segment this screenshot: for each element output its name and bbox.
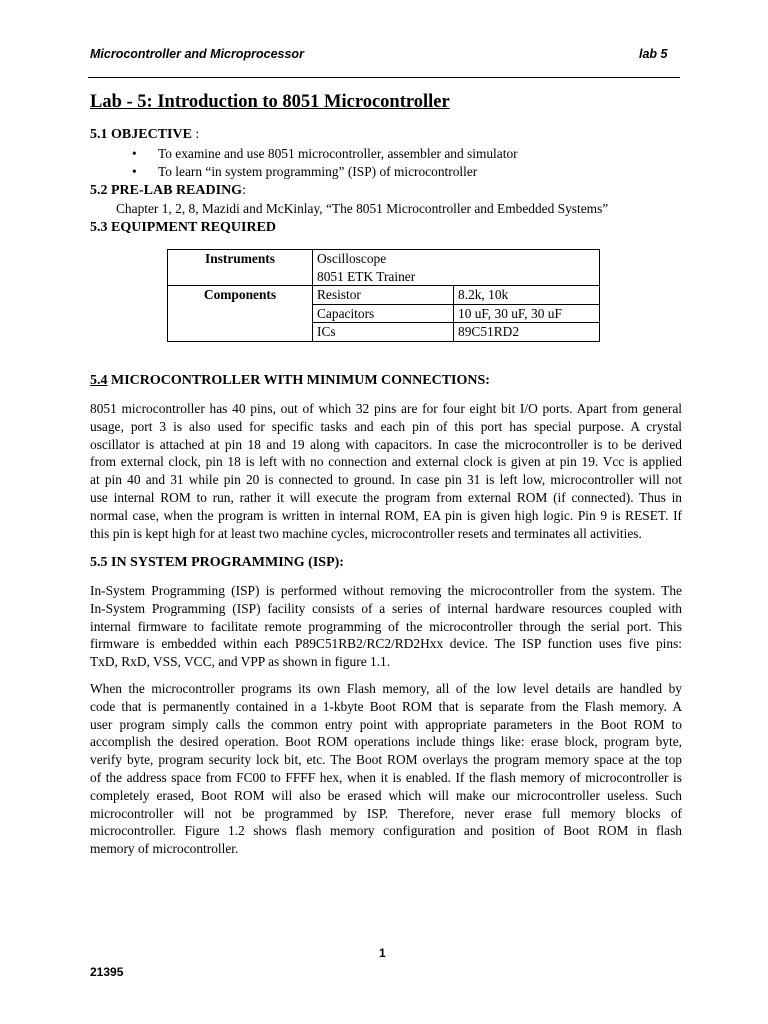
header-divider [88, 77, 680, 78]
objective-item-2: To learn “in system programming” (ISP) of microcontroller [158, 164, 478, 179]
equipment-table [167, 249, 600, 342]
paragraph-line: use internal ROM to run, rather it will execute the program from external ROM (if connected). Thus in [90, 489, 682, 505]
paragraph-line: In-System Programming (ISP) is performed without removing the microcontroller from the system. The [90, 583, 682, 598]
paragraph-line: user program simply calls the common entry point with appropriate parameters in the Boot ROM to [90, 716, 682, 732]
component-value: 89C51RD2 [454, 323, 600, 342]
paragraph-line: completely erased, Boot ROM will also be erased which will make our microcontroller useless. Such [90, 787, 682, 803]
section-5-4-heading [90, 373, 490, 389]
paragraph-line: microcontroller. Figure 1.2 shows flash memory configuration and position of Boot ROM in flash [90, 823, 682, 839]
paragraph-line: from external clock, pin 18 is left with no connection and external clock is given at pin 19. Vcc is applied [90, 454, 682, 470]
section-5-5-paragraph-2 [90, 680, 682, 858]
page-number: 1 [379, 946, 386, 960]
objective-item-1: To examine and use 8051 microcontroller, assembler and simulator [158, 146, 518, 161]
document-code: 21395 [90, 965, 124, 979]
bullet-icon: • [132, 146, 137, 161]
component-value: 8.2k, 10k [454, 286, 600, 305]
paragraph-line: of the address space from FC00 to FFFF hex, when it is enabled. If the flash memory of microcontroller is [90, 769, 682, 785]
section-5-5-heading: 5.5 IN SYSTEM PROGRAMMING (ISP): [90, 555, 344, 570]
section-5-2-heading-colon: : [242, 183, 246, 198]
paragraph-line: at pin 40 and 31 while pin 20 is connected to ground. In case pin 31 is left low, microcontroller will not [90, 472, 682, 488]
paragraph-line: normal case, when the program is written in internal ROM, EA pin is given high logic. Pin 9 is RESET. If [90, 507, 682, 523]
section-5-4-heading-text: MICROCONTROLLER WITH MINIMUM CONNECTIONS: [107, 373, 490, 388]
section-5-3-heading: 5.3 EQUIPMENT REQUIRED [90, 220, 277, 235]
paragraph-line: 8051 microcontroller has 40 pins, out of which 32 pins are for four eight bit I/O ports. Apart from general [90, 401, 682, 416]
component-name: Resistor [313, 286, 454, 305]
paragraph-line: this pin is kept high for at least two machine cycles, microcontroller resets and terminates all activities. [90, 525, 642, 541]
components-label: Components [168, 286, 313, 342]
section-5-2-heading-text: 5.2 PRE-LAB READING [90, 183, 243, 198]
table-row [168, 250, 600, 286]
prelab-reading-text: Chapter 1, 2, 8, Mazidi and McKinlay, “The 8051 Microcontroller and Embedded Systems” [116, 201, 609, 216]
section-5-4-heading-number: 5.4 [90, 373, 108, 388]
instruments-cell [313, 250, 600, 286]
paragraph-line: internal firmware to facilitate remote programming of the microcontroller through the serial port. This [90, 618, 682, 634]
paragraph-line: TxD, RxD, VSS, VCC, and VPP as shown in figure 1.1. [90, 654, 391, 670]
paragraph-line: verify byte, program security lock bit, etc. The Boot ROM overlays the program memory space at the top [90, 752, 682, 768]
paragraph-line: oscillator is attached at pin 18 and 19 along with capacitors. In case the microcontroller is to be derived [90, 436, 682, 452]
header-course-title: Microcontroller and Microprocessor [90, 47, 304, 61]
table-row [168, 286, 600, 305]
paragraph-line: code that is permanently contained in a 1-kbyte Boot ROM that is separate from the Flash memory. A [90, 698, 682, 714]
page-title: Lab - 5: Introduction to 8051 Microcontroller [90, 92, 450, 112]
instrument-item: 8051 ETK Trainer [317, 268, 416, 284]
paragraph-line: memory of microcontroller. [90, 841, 239, 857]
bullet-icon: • [132, 164, 137, 179]
section-5-5-paragraph-1 [90, 582, 682, 671]
paragraph-line: accomplish the desired operation. Boot ROM operations include things like: erase block, program byte, [90, 734, 682, 750]
paragraph-line: microcontroller will not be programmed by ISP. Therefore, never erase full memory blocks of [90, 805, 682, 821]
paragraph-line: usage, port 3 is also used for specific tasks and each pin of this port has special purpose. A crystal [90, 418, 682, 434]
section-5-1-heading [90, 127, 199, 143]
paragraph-line: When the microcontroller programs its own Flash memory, all of the low level details are handled by [90, 681, 682, 696]
section-5-1-heading-colon: : [191, 127, 200, 142]
paragraph-line: firmware is embedded within each P89C51RB2/RC2/RD2Hxx device. The ISP function uses five pins: [90, 636, 682, 652]
section-5-4-paragraph [90, 400, 682, 542]
instruments-label: Instruments [168, 250, 313, 286]
instrument-item: Oscilloscope [317, 251, 387, 266]
component-value: 10 uF, 30 uF, 30 uF [454, 304, 600, 323]
section-5-2-heading [90, 183, 246, 199]
paragraph-line: In-System Programming (ISP) facility consists of a series of internal hardware resources coupled with [90, 600, 682, 616]
component-name: ICs [313, 323, 454, 342]
header-lab-number: lab 5 [639, 47, 668, 61]
section-5-1-heading-text: 5.1 OBJECTIVE [90, 127, 192, 142]
component-name: Capacitors [313, 304, 454, 323]
